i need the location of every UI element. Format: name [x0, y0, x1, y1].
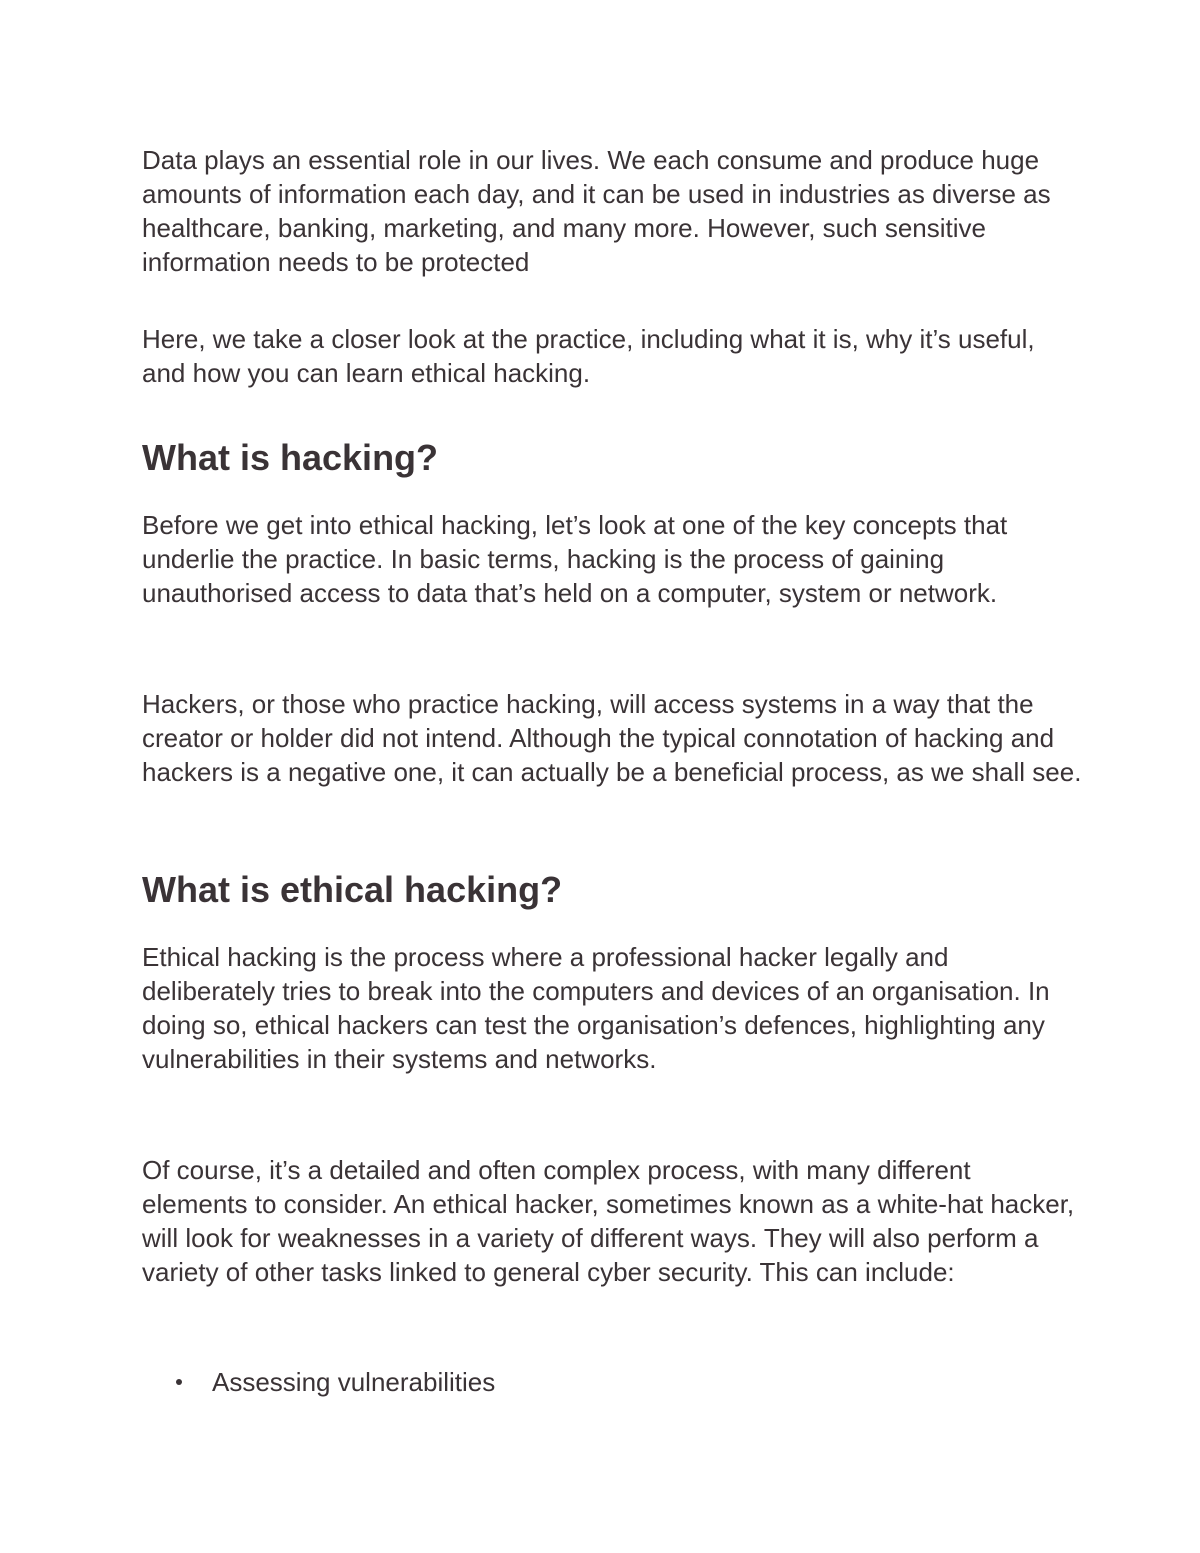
- list-item-label: Assessing vulnerabilities: [212, 1367, 496, 1397]
- intro-paragraph-2: Here, we take a closer look at the practice, including what it is, why it’s useful, and how you can learn ethical hacking.: [142, 324, 1035, 388]
- bullet-icon: [176, 1379, 182, 1385]
- ethical-hacking-paragraph-2: Of course, it’s a detailed and often complex process, with many different elements to consider. An ethical hacker, sometimes known as a white-hat hacker, will look for weaknesses in a variety of different ways. They will also perform a variety of other tasks linked to general cyber security. This can include:: [142, 1155, 1075, 1287]
- hacking-paragraph-2: Hackers, or those who practice hacking, will access systems in a way that the creator or holder did not intend. Although the typical connotation of hacking and hackers is a negative one, it can actually be a beneficial process, as we shall see.: [142, 689, 1082, 787]
- task-list: [142, 1365, 1082, 1399]
- ethical-hacking-paragraph-1: Ethical hacking is the process where a professional hacker legally and deliberately tries to break into the computers and devices of an organisation. In doing so, ethical hackers can test the organisation’s defences, highlighting any vulnerabilities in their systems and networks.: [142, 942, 1050, 1074]
- hacking-paragraph-1: Before we get into ethical hacking, let’s look at one of the key concepts that underlie the practice. In basic terms, hacking is the process of gaining unauthorised access to data that’s held on a computer, system or network.: [142, 510, 1008, 608]
- list-item: [142, 1365, 1082, 1399]
- section-heading-what-is-hacking: What is hacking?: [142, 437, 439, 478]
- section-heading-what-is-ethical-hacking: What is ethical hacking?: [142, 869, 563, 910]
- intro-paragraph-1: Data plays an essential role in our lives. We each consume and produce huge amounts of information each day, and it can be used in industries as diverse as healthcare, banking, marketing, and many more. However, such sensitive information needs to be protected: [142, 145, 1051, 277]
